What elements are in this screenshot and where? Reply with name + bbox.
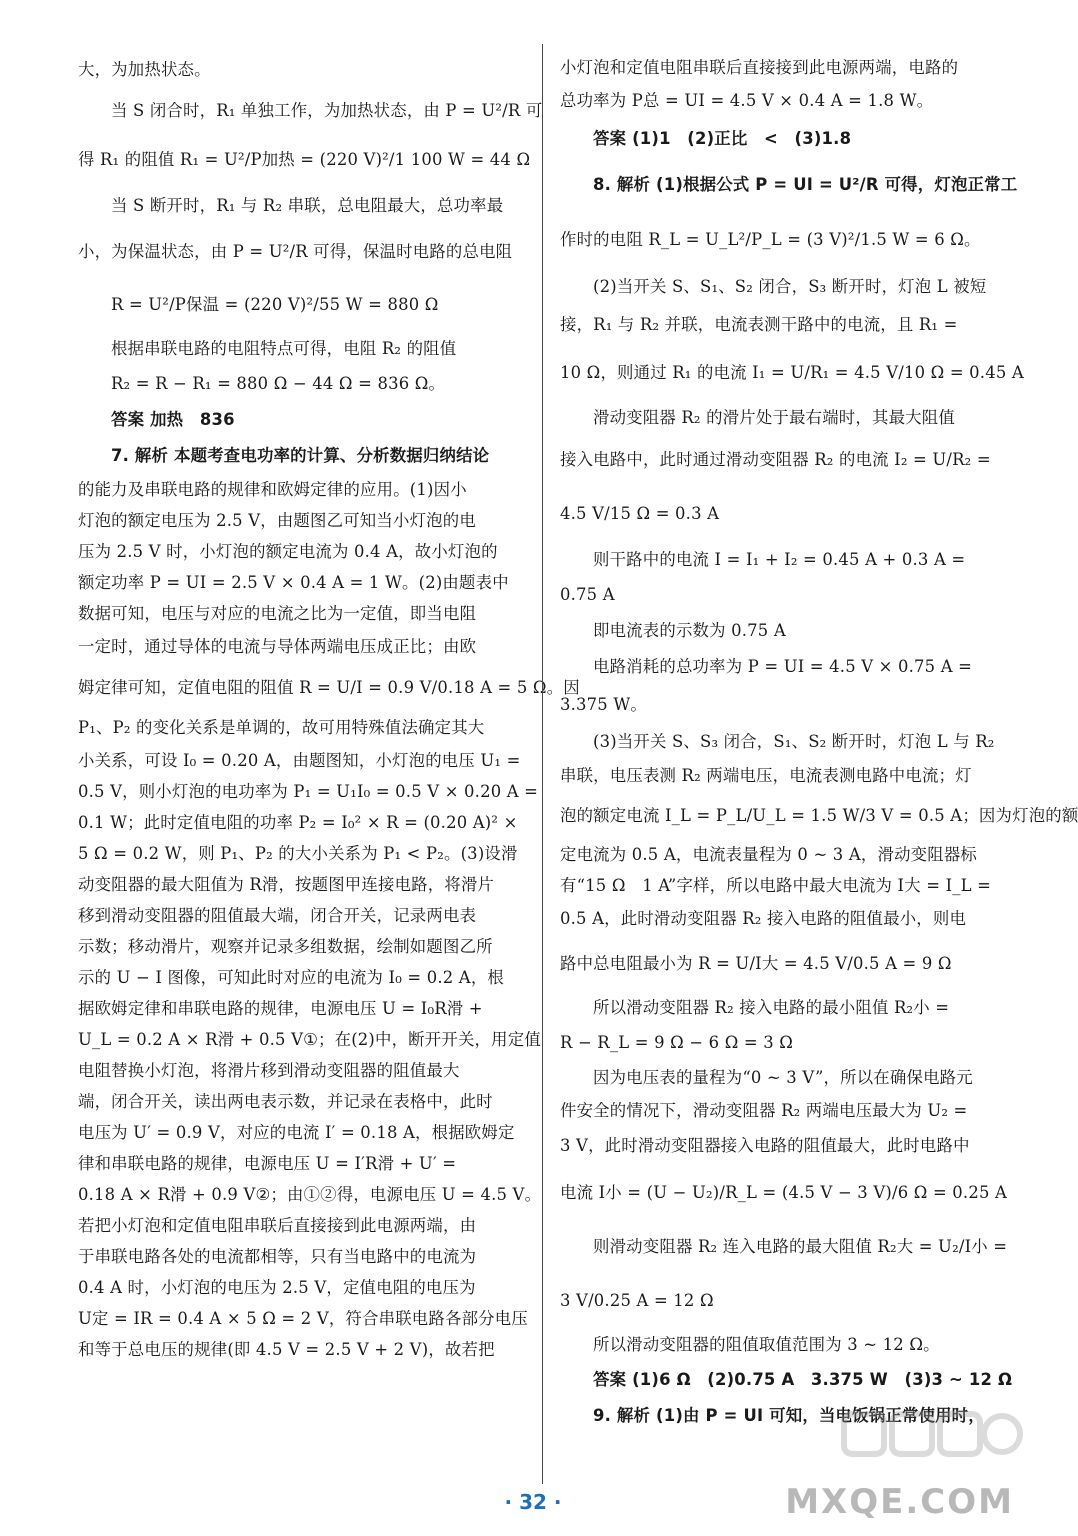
text-line: 7. 解析 本题考查电功率的计算、分析数据归纳结论 bbox=[111, 446, 490, 465]
text-line: 示数；移动滑片，观察并记录多组数据，绘制如题图乙所 bbox=[78, 937, 493, 956]
text-line: 答案 加热 836 bbox=[111, 410, 235, 429]
text-line: R₂ = R − R₁ = 880 Ω − 44 Ω = 836 Ω。 bbox=[111, 374, 446, 393]
text-line: 若把小灯泡和定值电阻串联后直接接到此电源两端，由 bbox=[78, 1216, 477, 1235]
text-line: 有“15 Ω 1 A”字样，所以电路中最大电流为 I大 = I_L = bbox=[560, 876, 992, 895]
text-line: 压为 2.5 V 时，小灯泡的额定电流为 0.4 A，故小灯泡的 bbox=[78, 542, 498, 561]
text-line: 则滑动变阻器 R₂ 连入电路的最大阻值 R₂大 = U₂/I小 = bbox=[593, 1237, 1008, 1256]
text-line: U_L = 0.2 A × R滑 + 0.5 V①；在(2)中，断开开关，用定值 bbox=[78, 1030, 541, 1049]
text-line: 示的 U − I 图像，可知此时对应的电流为 I₀ = 0.2 A，根 bbox=[78, 968, 505, 987]
text-line: 律和串联电路的规律，电源电压 U = I′R滑 + U′ = bbox=[78, 1154, 457, 1173]
text-line: R = U²/P保温 = (220 V)²/55 W = 880 Ω bbox=[111, 295, 439, 314]
text-line: 所以滑动变阻器的阻值取值范围为 3 ~ 12 Ω。 bbox=[593, 1335, 940, 1354]
right-column bbox=[560, 52, 1078, 1434]
text-line: 所以滑动变阻器 R₂ 接入电路的最小阻值 R₂小 = bbox=[593, 998, 950, 1017]
text-line: (2)当开关 S、S₁、S₂ 闭合，S₃ 断开时，灯泡 L 被短 bbox=[593, 277, 987, 296]
text-line: 0.18 A × R滑 + 0.9 V②；由①②得，电源电压 U = 4.5 V。 bbox=[78, 1185, 542, 1204]
text-line: 小关系，可设 I₀ = 0.20 A，由题图知，小灯泡的电压 U₁ = bbox=[78, 751, 521, 770]
text-line: 路中总电阻最小为 R = U/I大 = 4.5 V/0.5 A = 9 Ω bbox=[560, 954, 952, 973]
text-line: 电阻替换小灯泡，将滑片移到滑动变阻器的阻值最大 bbox=[78, 1061, 460, 1080]
text-line: 总功率为 P总 = UI = 4.5 V × 0.4 A = 1.8 W。 bbox=[560, 91, 934, 110]
text-line: (3)当开关 S、S₃ 闭合，S₁、S₂ 断开时，灯泡 L 与 R₂ bbox=[593, 732, 995, 751]
text-line: 于串联电路各处的电流都相等，只有当电路中的电流为 bbox=[78, 1247, 477, 1266]
text-line: 3 V，此时滑动变阻器接入电路的阻值最大，此时电路中 bbox=[560, 1136, 970, 1155]
text-line: 泡的额定电流 I_L = P_L/U_L = 1.5 W/3 V = 0.5 A；因为灯泡的额 bbox=[560, 806, 1078, 825]
text-line: 数据可知，电压与对应的电流之比为一定值，即当电阻 bbox=[78, 604, 477, 623]
text-line: 电路消耗的总功率为 P = UI = 4.5 V × 0.75 A = bbox=[593, 657, 973, 676]
text-line: 的能力及串联电路的规律和欧姆定律的应用。(1)因小 bbox=[78, 480, 467, 499]
text-line: 和等于总电压的规律(即 4.5 V = 2.5 V + 2 V)，故若把 bbox=[78, 1340, 495, 1359]
text-line: 即电流表的示数为 0.75 A bbox=[593, 621, 786, 640]
text-line: 端，闭合开关，读出两电表示数，并记录在表格中，此时 bbox=[78, 1092, 493, 1111]
left-column bbox=[78, 52, 580, 1365]
text-line: 答案 (1)6 Ω (2)0.75 A 3.375 W (3)3 ~ 12 Ω bbox=[593, 1370, 1013, 1389]
text-line: 8. 解析 (1)根据公式 P = UI = U²/R 可得，灯泡正常工 bbox=[593, 175, 1018, 194]
text-line: 3.375 W。 bbox=[560, 695, 647, 714]
text-line: 小灯泡和定值电阻串联后直接接到此电源两端，电路的 bbox=[560, 58, 959, 77]
text-line: 大，为加热状态。 bbox=[78, 60, 211, 79]
text-line: 9. 解析 (1)由 P = UI 可知，当电饭锅正常使用时， bbox=[593, 1406, 985, 1425]
text-line: 串联，电压表测 R₂ 两端电压，电流表测电路中电流；灯 bbox=[560, 766, 972, 785]
text-line: 电流 I小 = (U − U₂)/R_L = (4.5 V − 3 V)/6 Ω = 0.25 A bbox=[560, 1183, 1008, 1202]
text-line: 0.5 V，则小灯泡的电功率为 P₁ = U₁I₀ = 0.5 V × 0.20 A = bbox=[78, 782, 539, 801]
text-line: 4.5 V/15 Ω = 0.3 A bbox=[560, 504, 720, 523]
text-line: 姆定律可知，定值电阻的阻值 R = U/I = 0.9 V/0.18 A = 5 Ω。因 bbox=[78, 678, 580, 697]
text-line: 定电流为 0.5 A，电流表量程为 0 ~ 3 A，滑动变阻器标 bbox=[560, 845, 978, 864]
text-line: 移到滑动变阻器的阻值最大端，闭合开关，记录两电表 bbox=[78, 906, 477, 925]
column-divider bbox=[542, 44, 543, 1484]
text-line: 接，R₁ 与 R₂ 并联，电流表测干路中的电流，且 R₁ = bbox=[560, 315, 958, 334]
text-line: 接入电路中，此时通过滑动变阻器 R₂ 的电流 I₂ = U/R₂ = bbox=[560, 450, 991, 469]
text-line: 5 Ω = 0.2 W，则 P₁、P₂ 的大小关系为 P₁ < P₂。(3)设滑 bbox=[78, 844, 518, 863]
text-line: 当 S 闭合时，R₁ 单独工作，为加热状态，由 P = U²/R 可 bbox=[111, 101, 543, 120]
text-line: 据欧姆定律和串联电路的规律，电源电压 U = I₀R滑 + bbox=[78, 999, 483, 1018]
text-line: 作时的电阻 R_L = U_L²/P_L = (3 V)²/1.5 W = 6 Ω。 bbox=[560, 230, 981, 249]
text-line: 0.1 W；此时定值电阻的功率 P₂ = I₀² × R = (0.20 A)² × bbox=[78, 813, 518, 832]
text-line: R − R_L = 9 Ω − 6 Ω = 3 Ω bbox=[560, 1033, 794, 1052]
text-line: 当 S 断开时，R₁ 与 R₂ 串联，总电阻最大，总功率最 bbox=[111, 196, 504, 215]
text-line: 根据串联电路的电阻特点可得，电阻 R₂ 的阻值 bbox=[111, 339, 457, 358]
text-line: 滑动变阻器 R₂ 的滑片处于最右端时，其最大阻值 bbox=[593, 408, 955, 427]
text-line: U定 = IR = 0.4 A × 5 Ω = 2 V，符合串联电路各部分电压 bbox=[78, 1309, 528, 1328]
text-line: P₁、P₂ 的变化关系是单调的，故可用特殊值法确定其大 bbox=[78, 718, 485, 737]
text-line: 动变阻器的最大阻值为 R滑，按题图甲连接电路，将滑片 bbox=[78, 875, 495, 894]
text-line: 电压为 U′ = 0.9 V，对应的电流 I′ = 0.18 A，根据欧姆定 bbox=[78, 1123, 515, 1142]
text-line: 灯泡的额定电压为 2.5 V，由题图乙可知当小灯泡的电 bbox=[78, 511, 476, 530]
text-line: 因为电压表的量程为“0 ~ 3 V”，所以在确保电路元 bbox=[593, 1068, 973, 1087]
text-line: 额定功率 P = UI = 2.5 V × 0.4 A = 1 W。(2)由题表中 bbox=[78, 573, 509, 592]
page-number: · 32 · bbox=[504, 1490, 562, 1514]
text-line: 答案 (1)1 (2)正比 < (3)1.8 bbox=[593, 129, 852, 148]
text-line: 10 Ω，则通过 R₁ 的电流 I₁ = U/R₁ = 4.5 V/10 Ω = 0.45 A bbox=[560, 363, 1024, 382]
text-line: 件安全的情况下，滑动变阻器 R₂ 两端电压最大为 U₂ = bbox=[560, 1101, 968, 1120]
watermark-text: MXQE.COM bbox=[785, 1482, 1014, 1522]
text-line: 3 V/0.25 A = 12 Ω bbox=[560, 1291, 714, 1310]
text-line: 则干路中的电流 I = I₁ + I₂ = 0.45 A + 0.3 A = bbox=[593, 550, 966, 569]
text-line: 0.75 A bbox=[560, 585, 615, 604]
text-line: 小，为保温状态，由 P = U²/R 可得，保温时电路的总电阻 bbox=[78, 242, 513, 261]
text-line: 0.4 A 时，小灯泡的电压为 2.5 V，定值电阻的电压为 bbox=[78, 1278, 476, 1297]
text-line: 一定时，通过导体的电流与导体两端电压成正比；由欧 bbox=[78, 637, 477, 656]
text-line: 0.5 A，此时滑动变阻器 R₂ 接入电路的阻值最小，则电 bbox=[560, 909, 967, 928]
text-line: 得 R₁ 的阻值 R₁ = U²/P加热 = (220 V)²/1 100 W = 44 Ω bbox=[78, 150, 531, 169]
